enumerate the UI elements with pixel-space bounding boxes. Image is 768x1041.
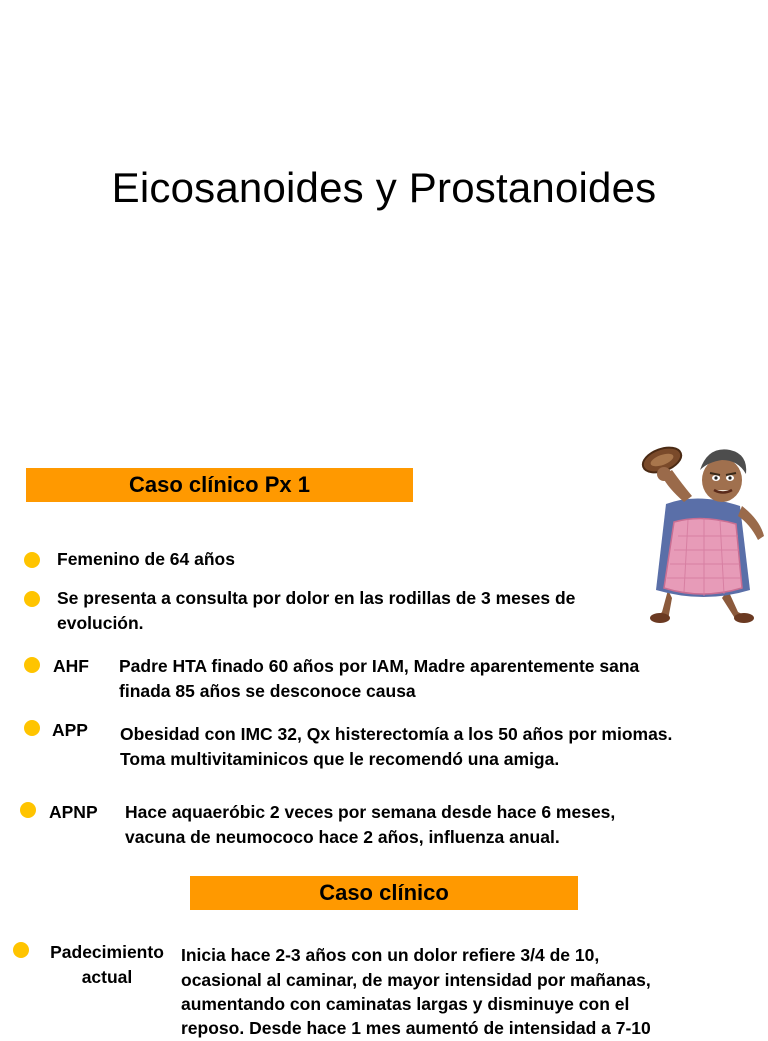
section-text-apnp-continuation: vacuna de neumococo hace 2 años, influenza anual. xyxy=(125,827,560,847)
bullet-dot xyxy=(24,591,40,607)
section-text-ahf-continuation: finada 85 años se desconoce causa xyxy=(119,681,416,701)
bullet-dot xyxy=(13,942,29,958)
bullet-dot xyxy=(24,657,40,673)
case-banner-px1: Caso clínico Px 1 xyxy=(26,468,413,502)
padecimiento-text-line: ocasional al caminar, de mayor intensidad por mañanas, xyxy=(181,970,651,990)
bullet-text: Femenino de 64 años xyxy=(57,549,235,569)
bullet-text: Se presenta a consulta por dolor en las rodillas de 3 meses de xyxy=(57,588,576,608)
section-label-padecimiento: Padecimiento xyxy=(50,942,164,962)
section-text-app: Obesidad con IMC 32, Qx histerectomía a los 50 años por miomas. xyxy=(120,724,673,744)
grandmother-character-icon xyxy=(638,440,768,630)
section-text-ahf: Padre HTA finado 60 años por IAM, Madre aparentemente sana xyxy=(119,656,640,676)
slide-title: Eicosanoides y Prostanoides xyxy=(111,164,657,211)
section-label-ahf: AHF xyxy=(53,656,89,676)
bullet-dot xyxy=(24,552,40,568)
section-text-app-continuation: Toma multivitaminicos que le recomendó una amiga. xyxy=(120,749,560,769)
section-text-apnp: Hace aquaeróbic 2 veces por semana desde hace 6 meses, xyxy=(125,802,616,822)
case-banner: Caso clínico xyxy=(190,876,578,910)
padecimiento-text-line: Inicia hace 2-3 años con un dolor refiere 3/4 de 10, xyxy=(181,945,600,965)
section-label-apnp: APNP xyxy=(49,802,98,822)
bullet-dot xyxy=(24,720,40,736)
section-label-app: APP xyxy=(52,720,88,740)
padecimiento-text-line: aumentando con caminatas largas y disminuye con el xyxy=(181,994,630,1014)
section-label-padecimiento-continuation: actual xyxy=(81,967,133,987)
bullet-text-continuation: evolución. xyxy=(57,613,144,633)
padecimiento-text-line: reposo. Desde hace 1 mes aumentó de intensidad a 7-10 xyxy=(181,1018,651,1038)
bullet-dot xyxy=(20,802,36,818)
